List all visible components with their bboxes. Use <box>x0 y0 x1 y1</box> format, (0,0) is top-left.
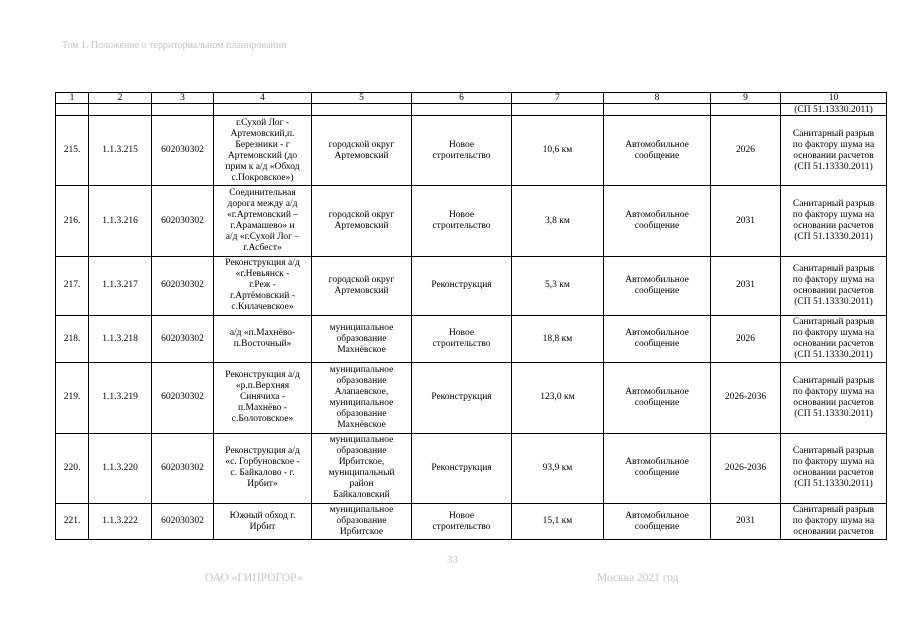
zone-note: Санитарный разрыв по фактору шума на основании расчетов (СП 51.13330.2011) <box>781 433 887 503</box>
object-name: Реконструкция а/д «г.Невьянск - г.Реж - г.Артёмовский - с.Килачевское» <box>214 256 312 315</box>
object-code: 1.1.3.218 <box>89 315 152 362</box>
classifier-code: 602030302 <box>152 504 214 540</box>
object-code: 1.1.3.216 <box>89 186 152 256</box>
work-type: Новое строительство <box>412 504 512 540</box>
purpose: Автомобильное сообщение <box>604 363 711 433</box>
table-cell <box>56 104 89 116</box>
object-name: Соединительная дорога между а/д «г.Артемовский – г.Арамашево» и а/д «г.Сухой Лог – г.Асбест» <box>214 186 312 256</box>
classifier-code: 602030302 <box>152 363 214 433</box>
location: городской округ Артемовский <box>312 116 412 186</box>
table-cell <box>412 104 512 116</box>
purpose: Автомобильное сообщение <box>604 186 711 256</box>
table-cell <box>152 104 214 116</box>
classifier-code: 602030302 <box>152 315 214 362</box>
col-header: 5 <box>312 93 412 104</box>
col-header: 6 <box>412 93 512 104</box>
row-number: 221. <box>56 504 89 540</box>
year: 2031 <box>711 504 781 540</box>
table-row <box>56 116 887 186</box>
year: 2026-2036 <box>711 363 781 433</box>
length: 3,8 км <box>512 186 604 256</box>
object-code: 1.1.3.222 <box>89 504 152 540</box>
zone-note: Санитарный разрыв по фактору шума на основании расчетов (СП 51.13330.2011) <box>781 315 887 362</box>
classifier-code: 602030302 <box>152 116 214 186</box>
table-cell: (СП 51.13330.2011) <box>781 104 887 116</box>
row-number: 218. <box>56 315 89 362</box>
object-name: а/д «п.Махнёво- п.Восточный» <box>214 315 312 362</box>
table-row <box>56 363 887 433</box>
table-row <box>56 504 887 540</box>
row-number: 215. <box>56 116 89 186</box>
work-type: Новое строительство <box>412 116 512 186</box>
year: 2026-2036 <box>711 433 781 503</box>
year: 2031 <box>711 186 781 256</box>
col-header: 4 <box>214 93 312 104</box>
location: муниципальное образование Ирбитское <box>312 504 412 540</box>
table-row <box>56 256 887 315</box>
length: 123,0 км <box>512 363 604 433</box>
object-code: 1.1.3.220 <box>89 433 152 503</box>
table-cell <box>604 104 711 116</box>
purpose: Автомобильное сообщение <box>604 504 711 540</box>
col-header: 3 <box>152 93 214 104</box>
col-header: 9 <box>711 93 781 104</box>
footer-company: ОАО «ГИПРОГОР» <box>205 572 303 584</box>
work-type: Реконструкция <box>412 363 512 433</box>
object-name: Южный обход г. Ирбит <box>214 504 312 540</box>
location: муниципальное образование Алапаевское, муниципальное образование Махнёвское <box>312 363 412 433</box>
work-type: Новое строительство <box>412 315 512 362</box>
work-type: Реконструкция <box>412 256 512 315</box>
col-header: 2 <box>89 93 152 104</box>
purpose: Автомобильное сообщение <box>604 315 711 362</box>
length: 93,9 км <box>512 433 604 503</box>
table-cell <box>512 104 604 116</box>
object-code: 1.1.3.215 <box>89 116 152 186</box>
location: городской округ Артемовский <box>312 186 412 256</box>
col-header: 10 <box>781 93 887 104</box>
register-table <box>55 92 887 540</box>
table-row <box>56 186 887 256</box>
work-type: Реконструкция <box>412 433 512 503</box>
object-code: 1.1.3.217 <box>89 256 152 315</box>
row-number: 217. <box>56 256 89 315</box>
zone-note: Санитарный разрыв по фактору шума на основании расчетов (СП 51.13330.2011) <box>781 256 887 315</box>
continuation-row <box>56 104 887 116</box>
length: 10,6 км <box>512 116 604 186</box>
zone-note: Санитарный разрыв по фактору шума на основании расчетов <box>781 504 887 540</box>
location: городской округ Артемовский <box>312 256 412 315</box>
table-cell <box>312 104 412 116</box>
col-header: 8 <box>604 93 711 104</box>
object-name: г.Сухой Лог - Артемовский,п. Березники - г Артемовский (до прим к а/д «Обход с.Покровское») <box>214 116 312 186</box>
col-header: 7 <box>512 93 604 104</box>
zone-note: Санитарный разрыв по фактору шума на основании расчетов (СП 51.13330.2011) <box>781 363 887 433</box>
length: 18,8 км <box>512 315 604 362</box>
document-header: Том 1. Положение о территориальном планировании <box>62 40 287 51</box>
object-name: Реконструкция а/д «р.п.Верхняя Синячиха - п.Махнёво - с.Болотовское» <box>214 363 312 433</box>
length: 15,1 км <box>512 504 604 540</box>
classifier-code: 602030302 <box>152 256 214 315</box>
year: 2026 <box>711 116 781 186</box>
row-number: 216. <box>56 186 89 256</box>
purpose: Автомобильное сообщение <box>604 256 711 315</box>
table-row <box>56 315 887 362</box>
year: 2026 <box>711 315 781 362</box>
zone-note: Санитарный разрыв по фактору шума на основании расчетов (СП 51.13330.2011) <box>781 116 887 186</box>
row-number: 220. <box>56 433 89 503</box>
table-cell <box>89 104 152 116</box>
column-number-row <box>56 93 887 104</box>
classifier-code: 602030302 <box>152 433 214 503</box>
table-cell <box>711 104 781 116</box>
col-header: 1 <box>56 93 89 104</box>
work-type: Новое строительство <box>412 186 512 256</box>
row-number: 219. <box>56 363 89 433</box>
table-cell <box>214 104 312 116</box>
classifier-code: 602030302 <box>152 186 214 256</box>
purpose: Автомобильное сообщение <box>604 433 711 503</box>
year: 2031 <box>711 256 781 315</box>
location: муниципальное образование Махнёвское <box>312 315 412 362</box>
object-name: Реконструкция а/д «с. Горбуновское - с. Байкалово - г. Ирбит» <box>214 433 312 503</box>
location: муниципальное образование Ирбитское, муниципальный район Байкаловский <box>312 433 412 503</box>
page-number: 33 <box>447 554 458 566</box>
length: 5,3 км <box>512 256 604 315</box>
zone-note: Санитарный разрыв по фактору шума на основании расчетов (СП 51.13330.2011) <box>781 186 887 256</box>
table-row <box>56 433 887 503</box>
object-code: 1.1.3.219 <box>89 363 152 433</box>
footer-place-year: Москва 2021 год <box>597 572 679 584</box>
purpose: Автомобильное сообщение <box>604 116 711 186</box>
